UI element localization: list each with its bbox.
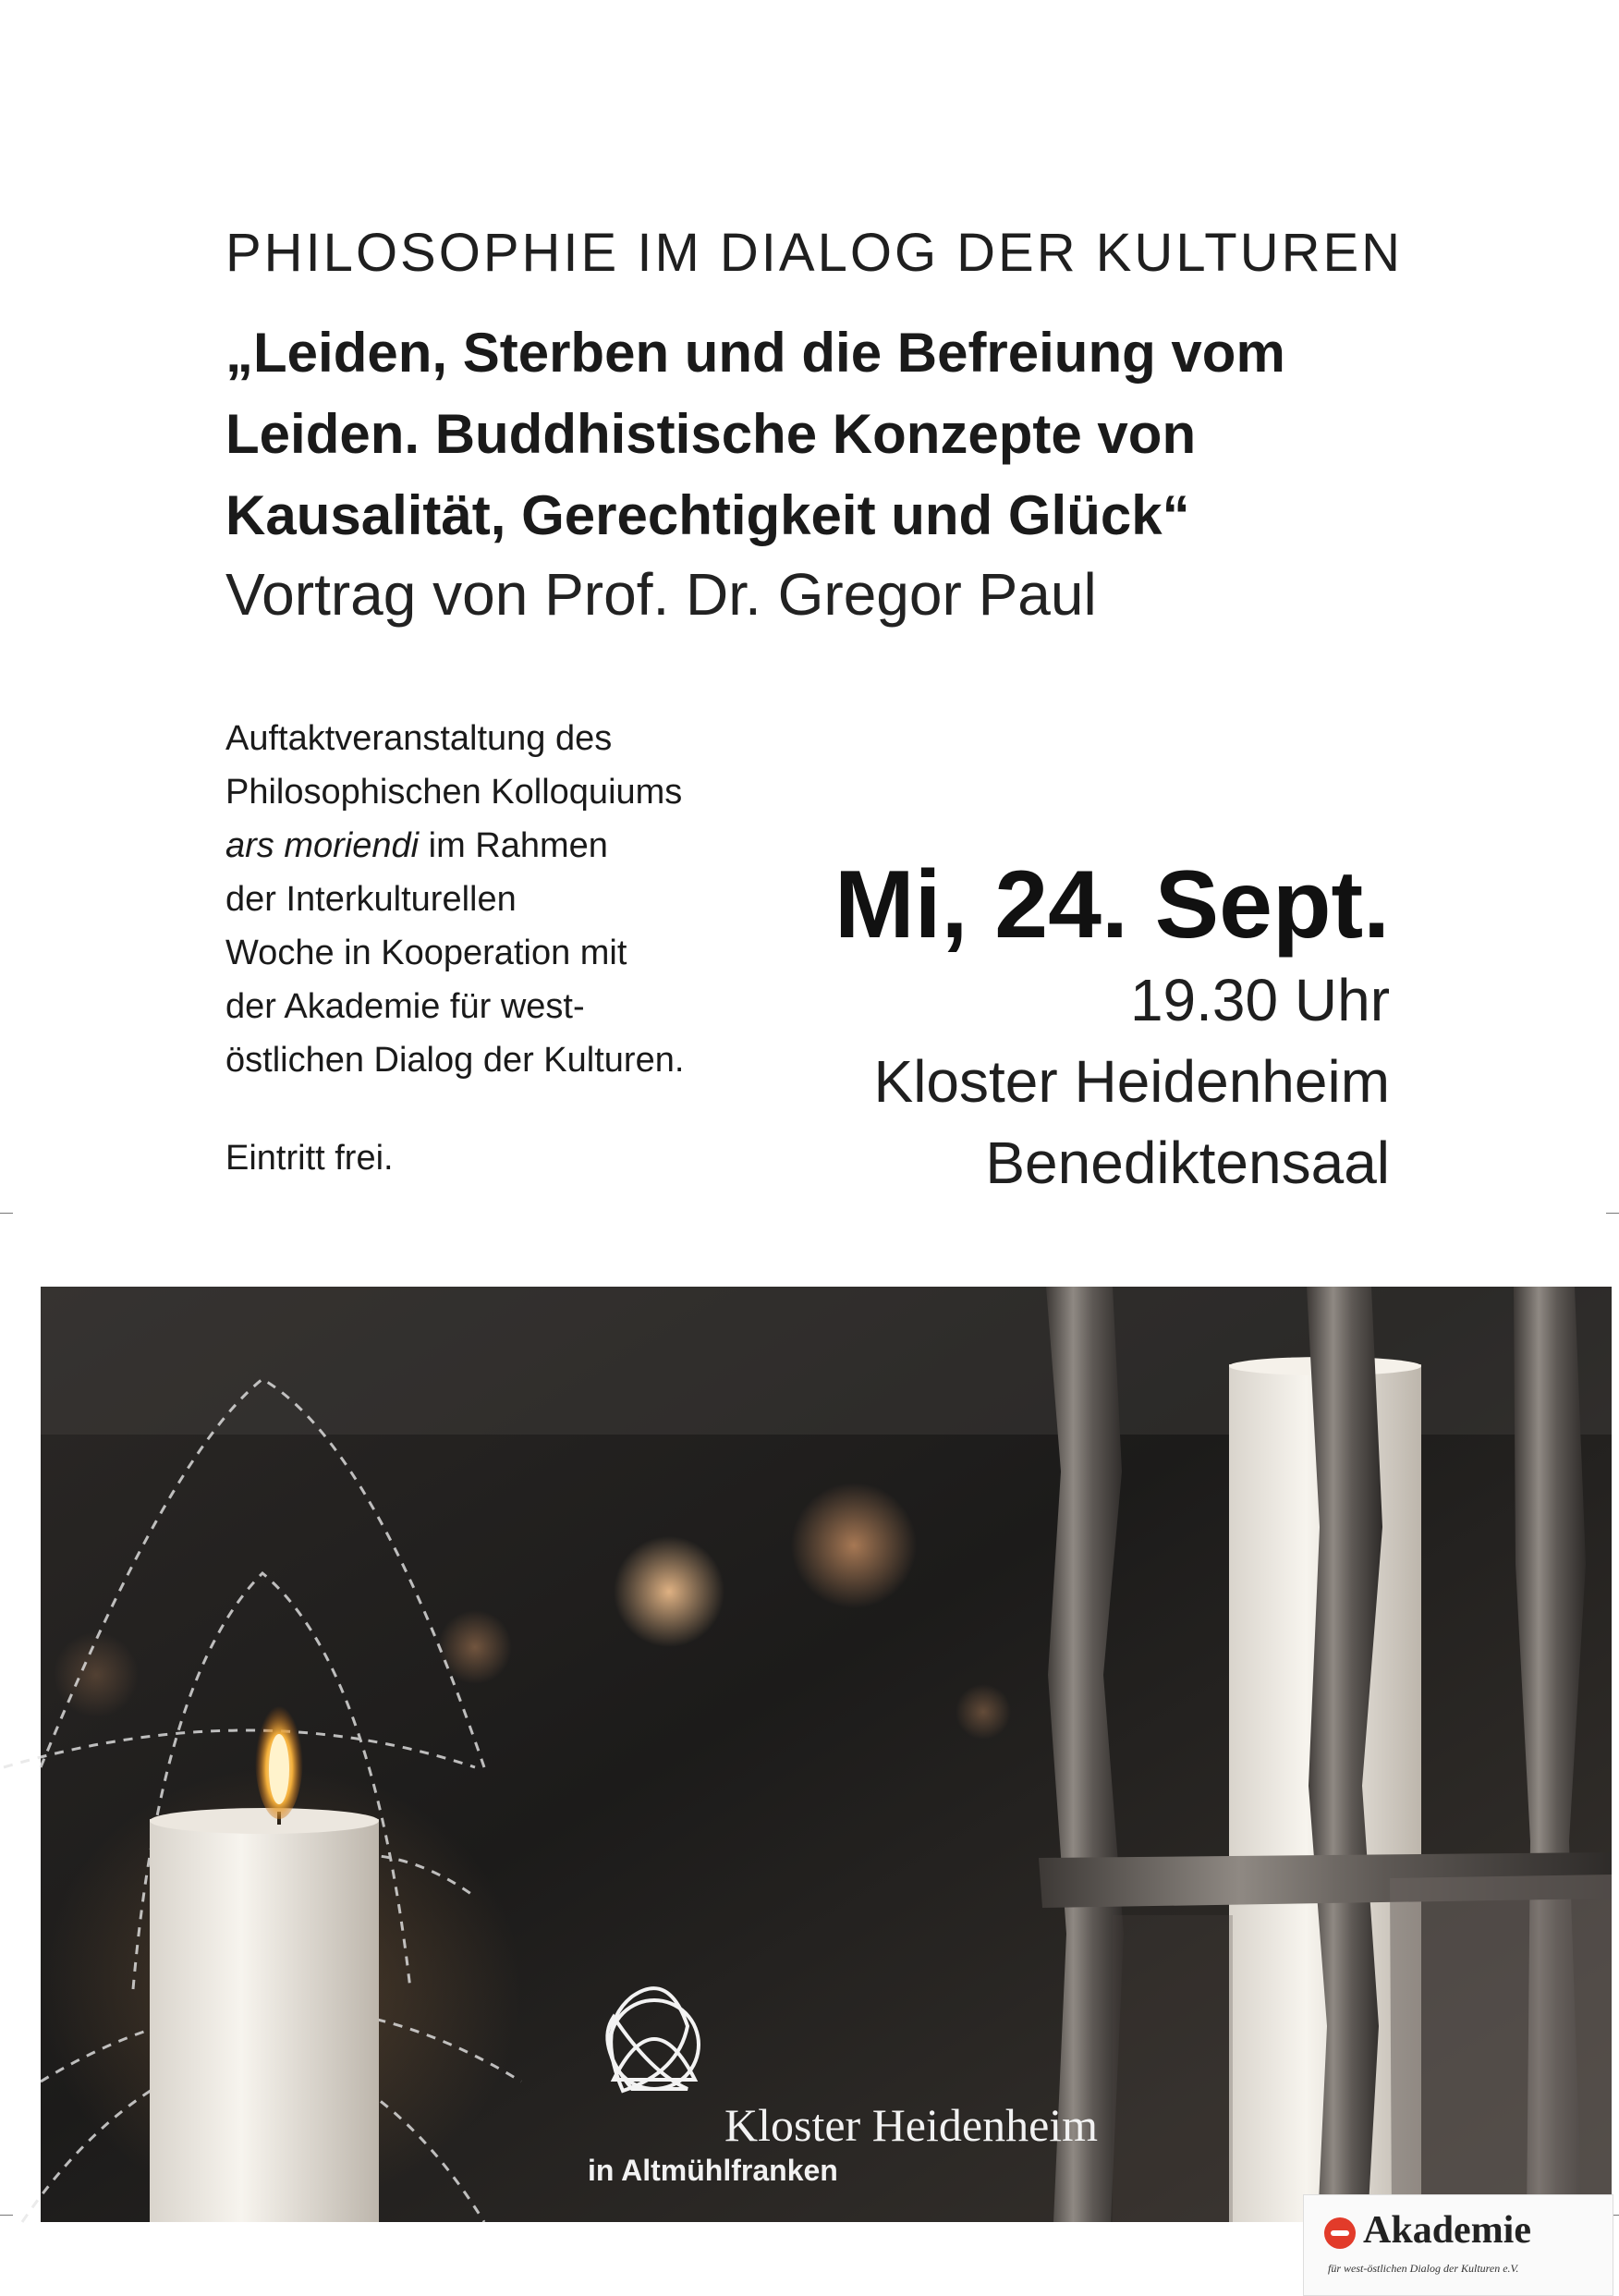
description-line: Woche in Kooperation mit: [225, 934, 627, 972]
description-line: Philosophischen Kolloquiums: [225, 773, 683, 812]
description-line: [225, 819, 817, 873]
title-line: „Leiden, Sterben und die Befreiung vom: [225, 322, 1285, 384]
event-venue: Kloster Heidenheim: [873, 1048, 1390, 1115]
speaker-line: Vortrag von Prof. Dr. Gregor Paul: [225, 561, 1097, 628]
description-line: der Akademie für west-: [225, 987, 585, 1026]
description-text: im Rahmen: [419, 826, 608, 865]
candle-photo: [41, 1287, 1612, 2275]
candle-photo-art: [41, 1287, 1612, 2222]
series-title: PHILOSOPHIE IM DIALOG DER KULTUREN: [225, 223, 1404, 283]
akademie-icon: [1324, 2217, 1356, 2249]
description-line: der Interkulturellen: [225, 880, 517, 919]
crop-mark-left: [0, 1213, 13, 1214]
event-description: [225, 712, 817, 1087]
akademie-name: Akademie: [1363, 2209, 1531, 2252]
lecture-title: [225, 312, 1427, 556]
kloster-logo-name: Kloster Heidenheim: [724, 2099, 1099, 2151]
event-date: Mi, 24. Sept.: [834, 851, 1390, 959]
description-line: Auftaktveranstaltung des: [225, 719, 613, 758]
ars-moriendi-text: ars moriendi: [225, 826, 420, 865]
event-time: 19.30 Uhr: [1129, 967, 1390, 1033]
description-line: östlichen Dialog der Kulturen.: [225, 1041, 685, 1080]
event-details: [874, 959, 1391, 1203]
akademie-subtitle: für west-östlichen Dialog der Kulturen e.V.: [1328, 2262, 1519, 2275]
crop-mark-left-bottom: [0, 2215, 13, 2216]
kloster-logo-sub: in Altmühlfranken: [588, 2154, 838, 2187]
crop-mark-right: [1606, 1213, 1619, 1214]
title-line: Kausalität, Gerechtigkeit und Glück“: [225, 484, 1190, 546]
akademie-logo: [1303, 2194, 1613, 2296]
entry-note: Eintritt frei.: [225, 1139, 394, 1178]
event-room: Benediktensaal: [985, 1130, 1390, 1196]
title-line: Leiden. Buddhistische Konzepte von: [225, 403, 1197, 465]
